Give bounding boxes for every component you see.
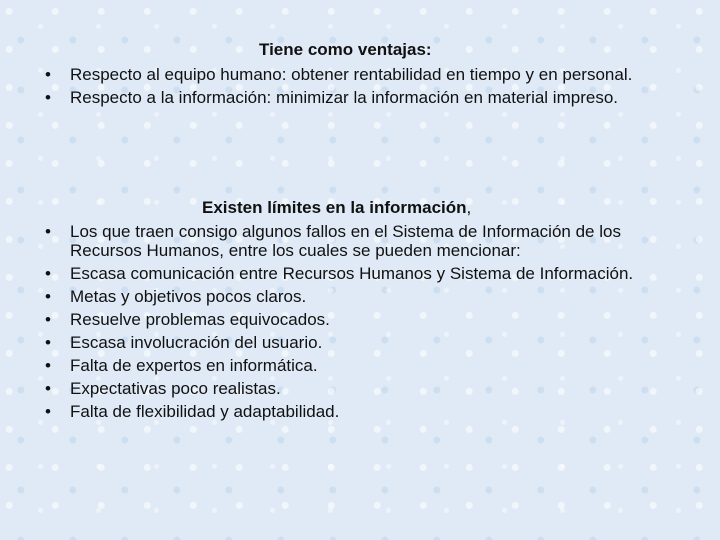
bullet-icon: • (45, 222, 51, 241)
list-item: • Resuelve problemas equivocados. (45, 310, 330, 329)
advantages-heading: Tiene como ventajas: (259, 40, 432, 59)
list-item: • Los que traen consigo algunos fallos en el Sistema de Información de los Recursos Humanos, entre los cuales se pueden mencionar: (45, 222, 621, 260)
list-item: • Respecto a la información: minimizar la información en material impreso. (45, 88, 618, 107)
bullet-icon: • (45, 333, 51, 352)
bullet-icon: • (45, 310, 51, 329)
list-item: • Escasa involucración del usuario. (45, 333, 323, 352)
bullet-icon: • (45, 379, 51, 398)
bullet-icon: • (45, 88, 51, 107)
list-item: • Falta de expertos en informática. (45, 356, 318, 375)
limits-list (45, 222, 675, 425)
bullet-icon: • (45, 65, 51, 84)
advantages-list (45, 65, 675, 111)
bullet-icon: • (45, 402, 51, 421)
limits-heading: Existen límites en la información, (202, 198, 472, 217)
list-item: • Respecto al equipo humano: obtener rentabilidad en tiempo y en personal. (45, 65, 633, 84)
list-item: • Metas y objetivos pocos claros. (45, 287, 307, 306)
bullet-icon: • (45, 356, 51, 375)
list-item: • Escasa comunicación entre Recursos Humanos y Sistema de Información. (45, 264, 634, 283)
bullet-icon: • (45, 264, 51, 283)
list-item: • Falta de flexibilidad y adaptabilidad. (45, 402, 340, 421)
list-item: • Expectativas poco realistas. (45, 379, 281, 398)
bullet-icon: • (45, 287, 51, 306)
